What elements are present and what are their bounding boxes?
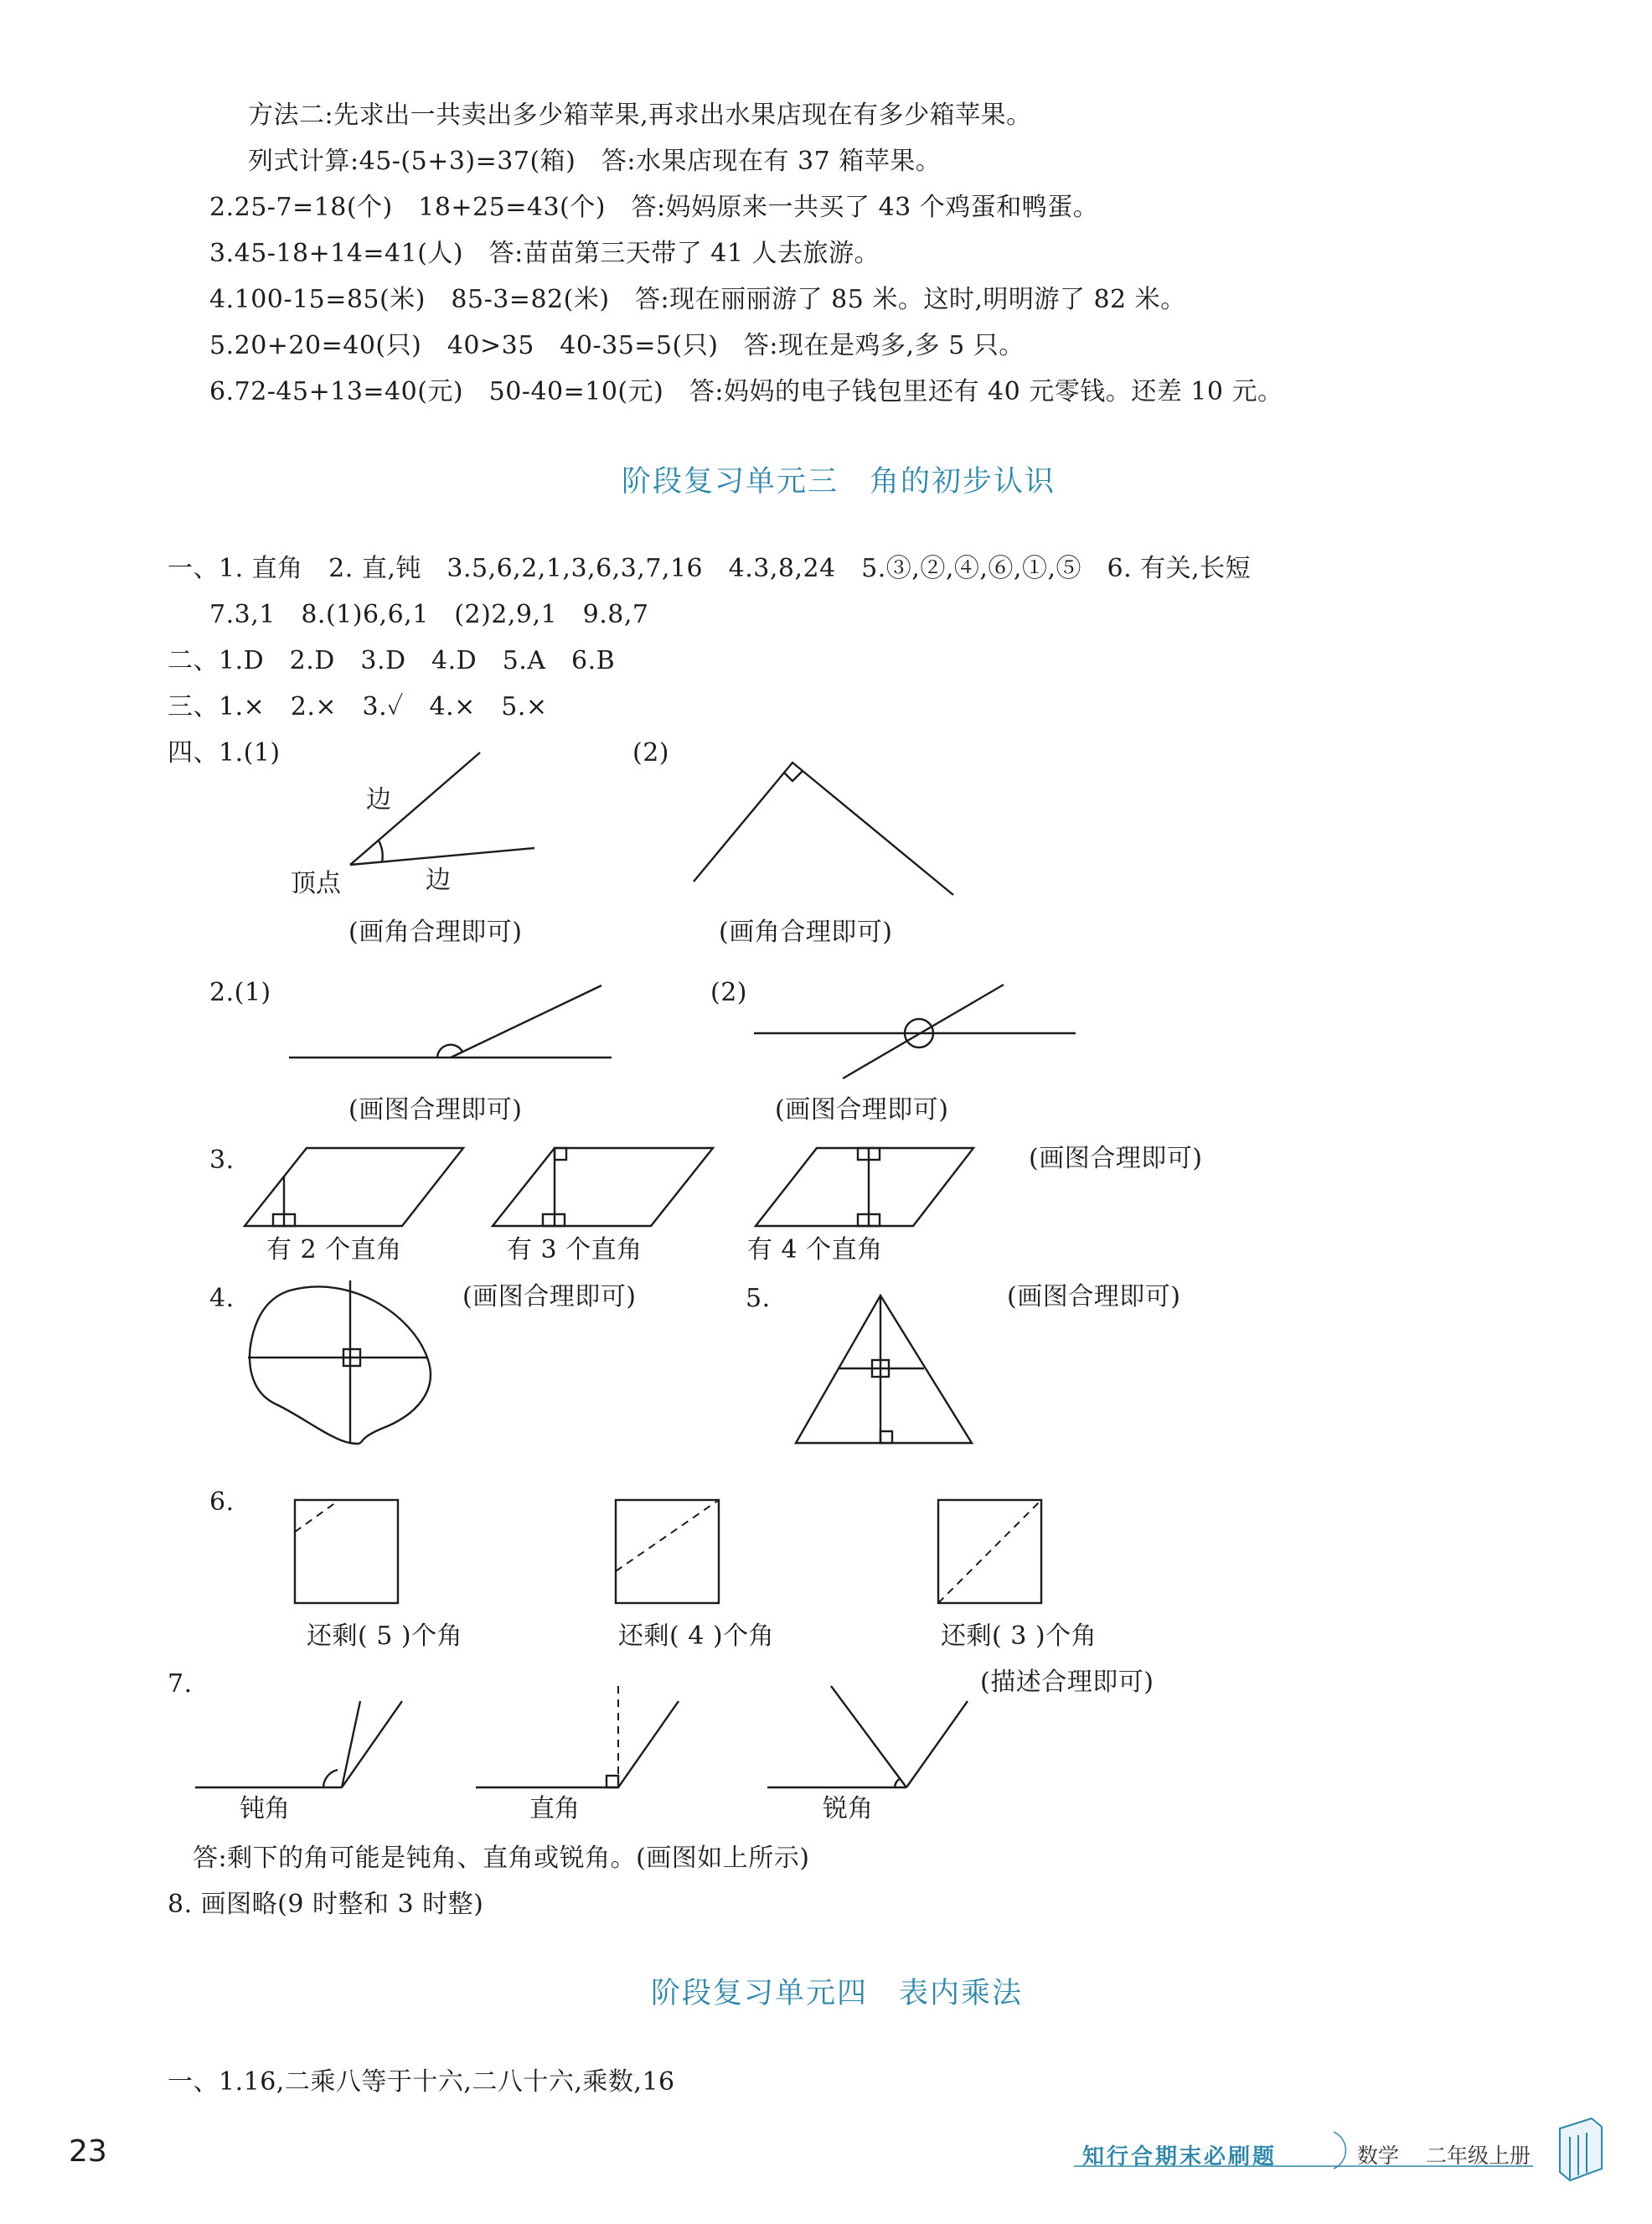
q6-caption-3: 还剩( 3 )个角: [941, 1621, 1097, 1651]
blob-figure: [248, 1280, 431, 1444]
note-draw-1: (画图合理即可): [348, 1095, 523, 1125]
q7-caption-2: 直角: [529, 1794, 580, 1823]
q3-caption-1: 有 2 个直角: [266, 1235, 402, 1265]
q7-obtuse: [195, 1701, 402, 1787]
triangle-figure: [796, 1296, 972, 1443]
intro-q4: 4.100-15=85(米) 85-3=82(米) 答:现在丽丽游了 85 米。这时,明明游了 82 米。: [209, 285, 1186, 314]
unit3-answer: 答:剩下的角可能是钝角、直角或锐角。(画图如上所示): [193, 1844, 810, 1873]
q7-right: [476, 1684, 679, 1787]
intro-q5: 5.20+20=40(只) 40>35 40-35=5(只) 答:现在是鸡多,多 5 只。: [209, 331, 1025, 360]
page-number: 23: [69, 2134, 107, 2169]
intro-q3: 3.45-18+14=41(人) 答:苗苗第三天带了 41 人去旅游。: [209, 239, 880, 268]
q3-caption-3: 有 4 个直角: [747, 1235, 883, 1265]
q5-label: 5.: [746, 1284, 771, 1313]
square-cut-1: [295, 1500, 398, 1603]
q6-label: 6.: [209, 1487, 235, 1517]
obtuse-angle-on-line: [289, 985, 612, 1058]
q3-caption-2: 有 3 个直角: [507, 1235, 643, 1265]
q7-acute: [767, 1686, 968, 1787]
intro-line-1: 方法二:先求出一共卖出多少箱苹果,再求出水果店现在有多少箱苹果。: [248, 101, 1032, 130]
q7-note: (描述合理即可): [980, 1668, 1154, 1697]
unit3-title: 阶段复习单元三 角的初步认识: [622, 465, 1056, 499]
unit4-title: 阶段复习单元四 表内乘法: [651, 1977, 1024, 2010]
right-angle-figure: [694, 763, 953, 895]
note-draw-2: (画图合理即可): [775, 1095, 949, 1125]
unit3-s1-line2: 7.3,1 8.(1)6,6,1 (2)2,9,1 9.8,7: [209, 600, 649, 629]
q3-note: (画图合理即可): [1029, 1144, 1203, 1173]
q6-caption-2: 还剩( 4 )个角: [618, 1621, 775, 1651]
intro-q6: 6.72-45+13=40(元) 50-40=10(元) 答:妈妈的电子钱包里还有 40 元零钱。还差 10 元。: [209, 377, 1283, 406]
label-vertex: 顶点: [291, 869, 341, 898]
intro-q2: 2.25-7=18(个) 18+25=43(个) 答:妈妈原来一共买了 43 个鸡蛋和鸭蛋。: [209, 193, 1099, 222]
unit3-s4-label: 四、1.(1): [168, 738, 281, 768]
q3-label: 3.: [209, 1146, 235, 1175]
note-draw-angle-2: (画角合理即可): [719, 918, 893, 947]
q7-caption-1: 钝角: [240, 1794, 290, 1823]
parallelogram-2: [493, 1148, 713, 1226]
q6-caption-1: 还剩( 5 )个角: [307, 1621, 463, 1651]
footer-subject: 数学: [1357, 2144, 1400, 2168]
angle-figure-1: [350, 753, 534, 865]
q5-note: (画图合理即可): [1007, 1282, 1181, 1311]
q7-caption-3: 锐角: [823, 1794, 873, 1823]
q7-label: 7.: [168, 1669, 193, 1699]
unit4-s1-line1: 一、1.16,二乘八等于十六,二八十六,乘数,16: [168, 2067, 675, 2097]
intro-line-2: 列式计算:45-(5+3)=37(箱) 答:水果店现在有 37 箱苹果。: [248, 147, 942, 176]
q2-2-label: (2): [710, 978, 747, 1007]
q1-2-label: (2): [632, 738, 669, 768]
parallelogram-3: [756, 1148, 973, 1226]
footer-grade: 二年级上册: [1426, 2144, 1531, 2168]
unit3-q8: 8. 画图略(9 时整和 3 时整): [168, 1890, 484, 1919]
q4-note: (画图合理即可): [462, 1282, 637, 1311]
note-draw-angle-1: (画角合理即可): [348, 918, 523, 947]
label-side-2: 边: [426, 866, 451, 895]
unit3-s3: 三、1.× 2.× 3.✓ 4.× 5.×: [168, 692, 548, 722]
square-cut-3: [938, 1500, 1041, 1603]
crossing-lines: [754, 985, 1076, 1078]
unit3-s2: 二、1.D 2.D 3.D 4.D 5.A 6.B: [168, 646, 616, 675]
unit3-s1-line1: 一、1. 直角 2. 直,钝 3.5,6,2,1,3,6,3,7,16 4.3,8,24 5.③,②,④,⑥,①,⑤ 6. 有关,长短: [168, 554, 1252, 583]
q4-label: 4.: [209, 1284, 235, 1313]
parallelogram-1: [245, 1148, 463, 1226]
label-side-1: 边: [366, 785, 391, 815]
book-logo-icon: [1560, 2118, 1602, 2180]
footer-brand: 知行合期末必刷题: [1082, 2144, 1278, 2170]
q2-label: 2.(1): [209, 978, 271, 1007]
square-cut-2: [616, 1500, 719, 1603]
